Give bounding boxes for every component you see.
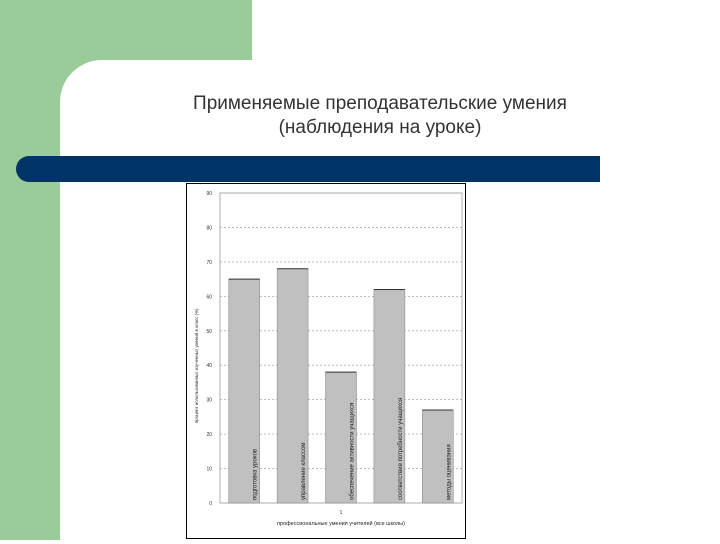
- category-label: соответствие потребности учащихся: [397, 397, 404, 500]
- y-axis-title: процент использованных изученных умений в класс (%): [194, 308, 199, 423]
- y-tick-label: 30: [206, 397, 212, 404]
- y-tick-label: 50: [206, 328, 212, 335]
- title-line-2: (наблюдения на уроке): [278, 117, 482, 138]
- x-tick-label: 1: [339, 510, 343, 516]
- x-axis-title: профессиональные умения учителей (все школы): [277, 521, 405, 527]
- y-tick-label: 20: [206, 432, 212, 439]
- category-label: методы оценивания: [446, 444, 453, 500]
- chart-svg: [186, 183, 466, 539]
- y-tick-label: 0: [209, 501, 212, 507]
- category-label: обеспечение активности учащихся: [349, 402, 356, 500]
- y-tick-label: 70: [206, 259, 212, 266]
- category-label: управление классом: [301, 442, 308, 500]
- title-divider-bar: [16, 156, 600, 182]
- y-tick-label: 90: [206, 191, 212, 197]
- slide-title: [80, 92, 680, 140]
- y-tick-label: 60: [206, 294, 212, 301]
- y-tick-label: 80: [206, 225, 212, 232]
- y-tick-label: 10: [206, 466, 212, 473]
- title-line-1: Применяемые преподавательские умения: [193, 93, 567, 114]
- y-tick-label: 40: [206, 363, 212, 370]
- category-label: подготовка уроков: [252, 448, 259, 500]
- bar-chart: [186, 183, 466, 539]
